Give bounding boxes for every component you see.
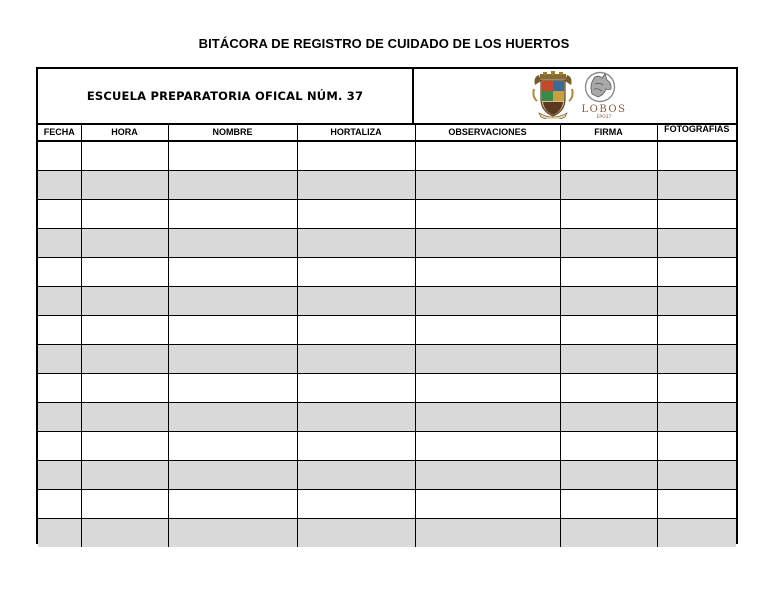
column-header-nombre: NOMBRE: [168, 123, 297, 141]
entry-cell-fecha[interactable]: [38, 431, 81, 460]
entry-cell-fotografias[interactable]: [657, 286, 736, 315]
entry-cell-fotografias[interactable]: [657, 141, 736, 170]
entry-cell-observaciones[interactable]: [415, 518, 560, 547]
entry-cell-firma[interactable]: [560, 373, 657, 402]
table-row: [38, 141, 736, 170]
entry-cell-firma[interactable]: [560, 286, 657, 315]
entry-cell-observaciones[interactable]: [415, 286, 560, 315]
entry-cell-fotografias[interactable]: [657, 518, 736, 547]
entry-cell-hora[interactable]: [81, 170, 168, 199]
entry-cell-fotografias[interactable]: [657, 228, 736, 257]
entry-cell-hora[interactable]: [81, 489, 168, 518]
entry-cell-fecha[interactable]: [38, 228, 81, 257]
table-row: [38, 489, 736, 518]
entry-cell-fecha[interactable]: [38, 286, 81, 315]
entry-cell-observaciones[interactable]: [415, 344, 560, 373]
entry-cell-firma[interactable]: [560, 460, 657, 489]
entry-cell-hortaliza[interactable]: [297, 286, 415, 315]
page-title: BITÁCORA DE REGISTRO DE CUIDADO DE LOS HUERTOS: [198, 36, 570, 51]
entry-cell-nombre[interactable]: [168, 402, 297, 431]
school-crest-icon: [531, 71, 575, 119]
entry-cell-observaciones[interactable]: [415, 489, 560, 518]
log-table: [38, 123, 736, 547]
entry-cell-observaciones[interactable]: [415, 431, 560, 460]
column-header-observaciones: OBSERVACIONES: [415, 123, 560, 141]
column-header-fotografias: FOTOGRAFIAS: [657, 123, 736, 141]
entry-cell-fotografias[interactable]: [657, 344, 736, 373]
entry-cell-hora[interactable]: [81, 373, 168, 402]
entry-cell-nombre[interactable]: [168, 344, 297, 373]
header-band: [38, 69, 736, 125]
entry-cell-nombre[interactable]: [168, 431, 297, 460]
entry-cell-firma[interactable]: [560, 518, 657, 547]
table-row: [38, 518, 736, 547]
column-header-hora: HORA: [81, 123, 168, 141]
table-row: [38, 460, 736, 489]
entry-cell-fotografias[interactable]: [657, 373, 736, 402]
entry-cell-nombre[interactable]: [168, 286, 297, 315]
entry-cell-firma[interactable]: [560, 489, 657, 518]
entry-cell-hortaliza[interactable]: [297, 199, 415, 228]
entry-cell-hortaliza[interactable]: [297, 170, 415, 199]
entry-cell-hora[interactable]: [81, 431, 168, 460]
entry-cell-observaciones[interactable]: [415, 315, 560, 344]
column-header-hortaliza: HORTALIZA: [297, 123, 415, 141]
entry-cell-hora[interactable]: [81, 228, 168, 257]
entry-cell-nombre[interactable]: [168, 489, 297, 518]
entry-cell-nombre[interactable]: [168, 315, 297, 344]
entry-cell-fotografias[interactable]: [657, 315, 736, 344]
entry-cell-fotografias[interactable]: [657, 170, 736, 199]
entry-cell-nombre[interactable]: [168, 199, 297, 228]
lobos-logo-icon: [580, 70, 628, 120]
school-cell: [38, 69, 414, 123]
entry-cell-fecha[interactable]: [38, 460, 81, 489]
table-row: [38, 344, 736, 373]
entry-cell-fotografias[interactable]: [657, 257, 736, 286]
entry-cell-firma[interactable]: [560, 228, 657, 257]
entry-cell-fecha[interactable]: [38, 199, 81, 228]
entry-cell-hora[interactable]: [81, 344, 168, 373]
entry-cell-nombre[interactable]: [168, 141, 297, 170]
entry-cell-firma[interactable]: [560, 431, 657, 460]
entry-cell-nombre[interactable]: [168, 257, 297, 286]
entry-cell-fecha[interactable]: [38, 402, 81, 431]
table-row: [38, 373, 736, 402]
entry-cell-hortaliza[interactable]: [297, 141, 415, 170]
entry-cell-hortaliza[interactable]: [297, 518, 415, 547]
entry-cell-hora[interactable]: [81, 199, 168, 228]
entry-cell-fecha[interactable]: [38, 344, 81, 373]
entry-cell-fecha[interactable]: [38, 373, 81, 402]
table-row: [38, 315, 736, 344]
logo-cell: [414, 69, 736, 123]
entry-cell-nombre[interactable]: [168, 373, 297, 402]
table-row: [38, 257, 736, 286]
table-row: [38, 402, 736, 431]
entry-cell-firma[interactable]: [560, 344, 657, 373]
entry-cell-fecha[interactable]: [38, 489, 81, 518]
entry-cell-nombre[interactable]: [168, 228, 297, 257]
entry-cell-fecha[interactable]: [38, 141, 81, 170]
entry-cell-fotografias[interactable]: [657, 489, 736, 518]
entry-cell-fotografias[interactable]: [657, 199, 736, 228]
entry-cell-observaciones[interactable]: [415, 373, 560, 402]
entry-cell-fecha[interactable]: [38, 170, 81, 199]
entry-cell-fecha[interactable]: [38, 518, 81, 547]
column-header-row: [38, 123, 736, 141]
table-row: [38, 431, 736, 460]
entry-cell-observaciones[interactable]: [415, 460, 560, 489]
entry-cell-hortaliza[interactable]: [297, 431, 415, 460]
entry-cell-nombre[interactable]: [168, 170, 297, 199]
table-row: [38, 170, 736, 199]
entry-cell-observaciones[interactable]: [415, 402, 560, 431]
entry-cell-observaciones[interactable]: [415, 228, 560, 257]
entry-cell-hora[interactable]: [81, 315, 168, 344]
svg-text:LOBOS: LOBOS: [581, 104, 627, 115]
entry-cell-hortaliza[interactable]: [297, 489, 415, 518]
log-table-body: [38, 141, 736, 547]
entry-cell-hortaliza[interactable]: [297, 315, 415, 344]
svg-text:EPO37: EPO37: [596, 115, 612, 120]
table-row: [38, 286, 736, 315]
entry-cell-hortaliza[interactable]: [297, 257, 415, 286]
school-name: ESCUELA PREPARATORIA OFICAL NÚM. 37: [86, 89, 364, 103]
table-row: [38, 199, 736, 228]
entry-cell-firma[interactable]: [560, 315, 657, 344]
entry-cell-hora[interactable]: [81, 141, 168, 170]
entry-cell-hora[interactable]: [81, 460, 168, 489]
entry-cell-fecha[interactable]: [38, 315, 81, 344]
entry-cell-fotografias[interactable]: [657, 431, 736, 460]
entry-cell-observaciones[interactable]: [415, 141, 560, 170]
entry-cell-observaciones[interactable]: [415, 199, 560, 228]
entry-cell-firma[interactable]: [560, 199, 657, 228]
entry-cell-hora[interactable]: [81, 518, 168, 547]
entry-cell-hortaliza[interactable]: [297, 373, 415, 402]
entry-cell-fecha[interactable]: [38, 257, 81, 286]
entry-cell-hortaliza[interactable]: [297, 402, 415, 431]
entry-cell-hortaliza[interactable]: [297, 460, 415, 489]
entry-cell-firma[interactable]: [560, 402, 657, 431]
entry-cell-hora[interactable]: [81, 402, 168, 431]
entry-cell-hortaliza[interactable]: [297, 344, 415, 373]
log-sheet: [36, 67, 738, 544]
entry-cell-observaciones[interactable]: [415, 170, 560, 199]
entry-cell-hortaliza[interactable]: [297, 228, 415, 257]
entry-cell-fotografias[interactable]: [657, 460, 736, 489]
entry-cell-hora[interactable]: [81, 286, 168, 315]
entry-cell-observaciones[interactable]: [415, 257, 560, 286]
table-row: [38, 228, 736, 257]
entry-cell-firma[interactable]: [560, 141, 657, 170]
column-header-fecha: FECHA: [38, 123, 81, 141]
entry-cell-firma[interactable]: [560, 170, 657, 199]
entry-cell-fotografias[interactable]: [657, 402, 736, 431]
entry-cell-firma[interactable]: [560, 257, 657, 286]
entry-cell-hora[interactable]: [81, 257, 168, 286]
entry-cell-nombre[interactable]: [168, 460, 297, 489]
column-header-firma: FIRMA: [560, 123, 657, 141]
entry-cell-nombre[interactable]: [168, 518, 297, 547]
